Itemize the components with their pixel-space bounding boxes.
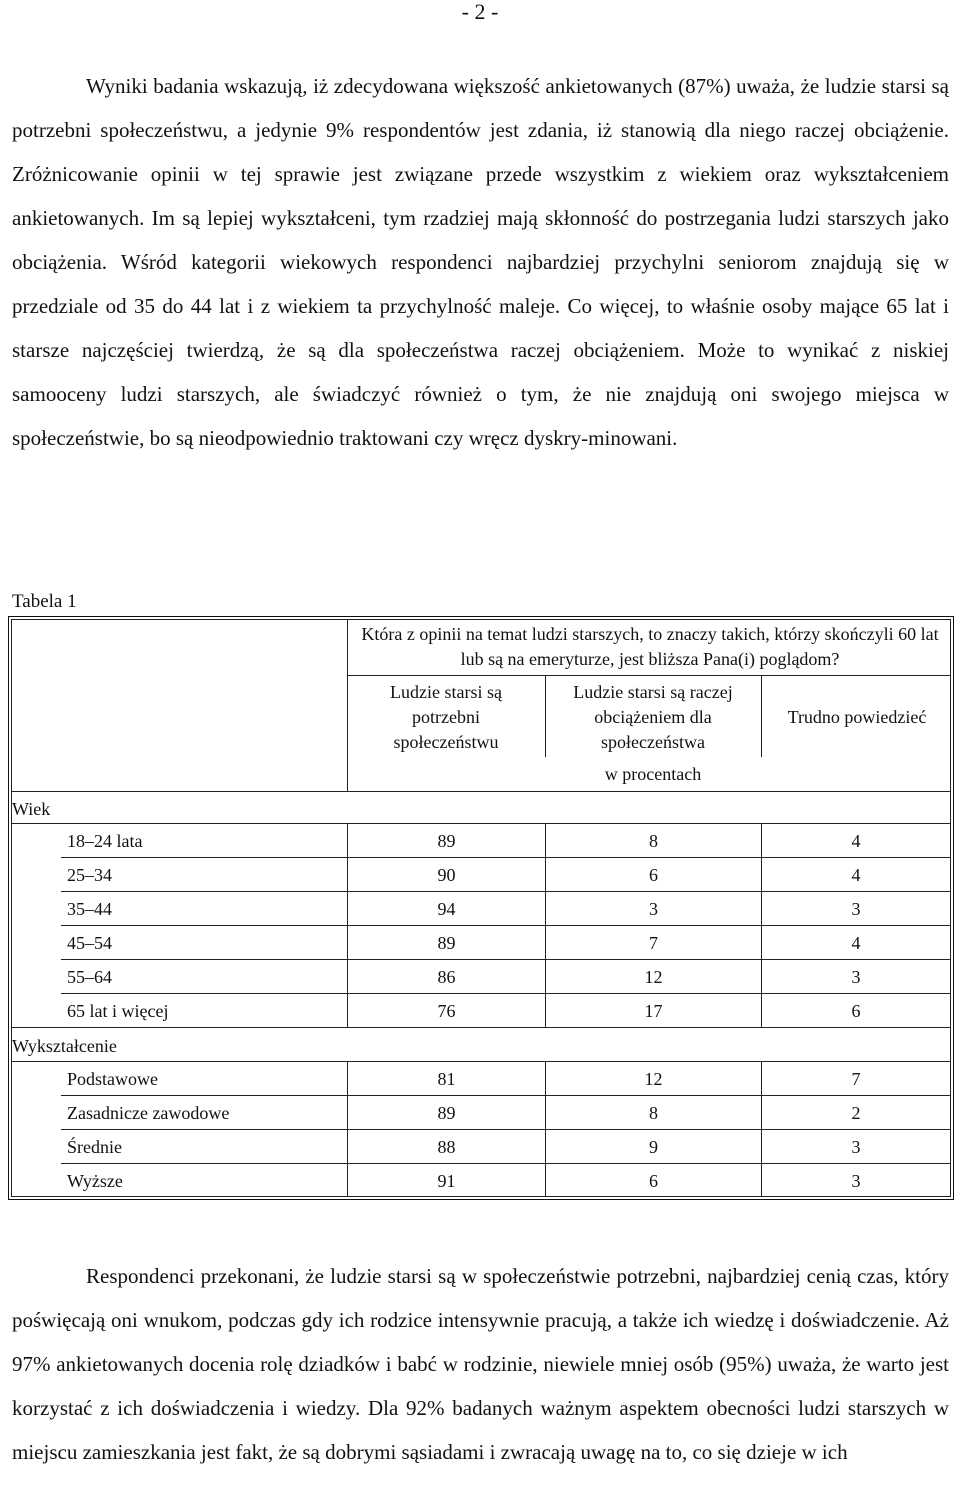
col-header-needed: Ludzie starsi są potrzebni społeczeństwu	[390, 682, 502, 752]
table-border-top-inner	[11, 619, 951, 620]
cell-value: 7	[851, 1069, 861, 1089]
row-label: Średnie	[67, 1137, 122, 1157]
row-line	[61, 959, 951, 960]
group-line-education-top	[11, 1027, 951, 1028]
paragraph-respondents	[12, 1254, 949, 1474]
cell-value: 12	[644, 967, 663, 987]
data-table	[8, 616, 954, 1200]
group-label-education: Wykształcenie	[12, 1036, 117, 1056]
row-label: 35–44	[67, 899, 112, 919]
cell-value: 81	[437, 1069, 456, 1089]
cell-value: 12	[644, 1069, 663, 1089]
group-line-wiek	[11, 823, 951, 824]
cell-value: 4	[851, 933, 861, 953]
cell-value: 6	[649, 865, 658, 885]
table-border-left	[8, 616, 9, 1200]
cell-value: 3	[851, 1137, 861, 1157]
cell-value: 86	[437, 967, 456, 987]
cell-value: 8	[649, 831, 658, 851]
cell-value: 89	[437, 831, 456, 851]
table-question: Która z opinii na temat ludzi starszych, to znaczy takich, którzy skończyli 60 lat lub są na emeryturze, jest bliższa Pana(i) poglądom?	[361, 624, 939, 669]
cell-value: 76	[437, 1001, 456, 1021]
cell-value: 3	[851, 967, 861, 987]
cell-value: 94	[437, 899, 456, 919]
cell-value: 6	[851, 1001, 861, 1021]
cell-value: 88	[437, 1137, 456, 1157]
paragraph-intro-text: Wyniki badania wskazują, iż zdecydowana większość ankietowanych (87%) uważa, że ludzie starsi są potrzebni społeczeństwu, a jedynie 9% respondentów jest zdania, iż stanowią dla niego raczej obciążenie. Zróżnicowanie opinii w tej sprawie jest związane przede wszystkim z wiekiem oraz wykształceniem ankietowanych. Im są lepiej wykształceni, tym rzadziej mają skłonność do postrzegania ludzi starszych jako obciążenia. Wśród kategorii wiekowych respondenci najbardziej przychylni seniorom znajdują się w przedziale od 35 do 44 lat i z wiekiem ta przychylność maleje. Co więcej, to właśnie osoby mające 65 lat i starsze najczęściej twierdzą, że są dla społeczeństwa raczej obciążeniem. Może to wynikać z niskiej samooceny ludzi starszych, ale świadczyć również o tym, że nie znajdują oni swojego miejsca w społeczeństwie, bo są nieodpowiednio traktowani czy wręcz dyskry-minowani.	[12, 74, 949, 450]
row-line	[61, 1163, 951, 1164]
cell-value: 90	[437, 865, 456, 885]
row-label: 45–54	[67, 933, 112, 953]
cell-value: 89	[437, 933, 456, 953]
col-sep-label-header	[347, 619, 348, 791]
row-label: 65 lat i więcej	[67, 1001, 169, 1021]
cell-value: 91	[437, 1171, 456, 1191]
row-label: Podstawowe	[67, 1069, 158, 1089]
group-label-wiek: Wiek	[12, 799, 51, 819]
cell-value: 89	[437, 1103, 456, 1123]
cell-value: 3	[851, 899, 861, 919]
paragraph-intro	[12, 64, 949, 460]
row-label: 18–24 lata	[67, 831, 143, 851]
row-label: 55–64	[67, 967, 112, 987]
table-border-left-inner	[11, 619, 12, 1197]
row-label: Wyższe	[67, 1171, 123, 1191]
col-sep-2-header	[761, 675, 762, 757]
col-sep-1-header	[545, 675, 546, 757]
paragraph-respondents-text: Respondenci przekonani, że ludzie starsi są w społeczeństwie potrzebni, najbardziej cenią czas, który poświęcają oni wnukom, podczas gdy ich rodzice intensywnie pracują, a także ich wiedzę i doświadczenie. Aż 97% ankietowanych docenia rolę dziadków i babć w rodzinie, niewiele mniej osób (95%) uważa, że warto jest korzystać z ich doświadczenia i wiedzy. Dla 92% badanych ważnym aspektem obecności ludzi starszych w miejscu zamieszkania jest fakt, że są dobrymi sąsiadami i zwracają uwagę na to, co się dzieje w ich	[12, 1264, 949, 1464]
row-line	[61, 1095, 951, 1096]
table-border-bottom	[8, 1199, 954, 1200]
col-header-burden: Ludzie starsi są raczej obciążeniem dla społeczeństwa	[573, 682, 733, 752]
cell-value: 17	[644, 1001, 663, 1021]
cell-value: 4	[851, 831, 861, 851]
unit-label: w procentach	[604, 764, 702, 784]
cell-value: 3	[851, 1171, 861, 1191]
row-label: 25–34	[67, 865, 112, 885]
header-line-question	[347, 675, 951, 676]
row-line	[61, 857, 951, 858]
row-line	[61, 1129, 951, 1130]
col-header-hard-to-say: Trudno powiedzieć	[787, 707, 927, 727]
header-line-bottom	[11, 791, 951, 792]
table-caption: Tabela 1	[12, 591, 77, 612]
page-number: - 2 -	[461, 0, 499, 24]
row-line	[61, 993, 951, 994]
row-line	[61, 891, 951, 892]
cell-value: 4	[851, 865, 861, 885]
table-border-right-inner	[950, 619, 951, 1197]
cell-value: 8	[649, 1103, 658, 1123]
cell-value: 7	[649, 933, 658, 953]
table-border-top	[8, 616, 954, 617]
group-line-education-bottom	[11, 1061, 951, 1062]
cell-value: 3	[649, 899, 658, 919]
row-label: Zasadnicze zawodowe	[67, 1103, 230, 1123]
table-border-right	[953, 616, 954, 1200]
cell-value: 6	[649, 1171, 658, 1191]
cell-value: 2	[851, 1103, 861, 1123]
row-line	[61, 925, 951, 926]
table-border-bottom-inner	[11, 1196, 951, 1197]
cell-value: 9	[649, 1137, 658, 1157]
